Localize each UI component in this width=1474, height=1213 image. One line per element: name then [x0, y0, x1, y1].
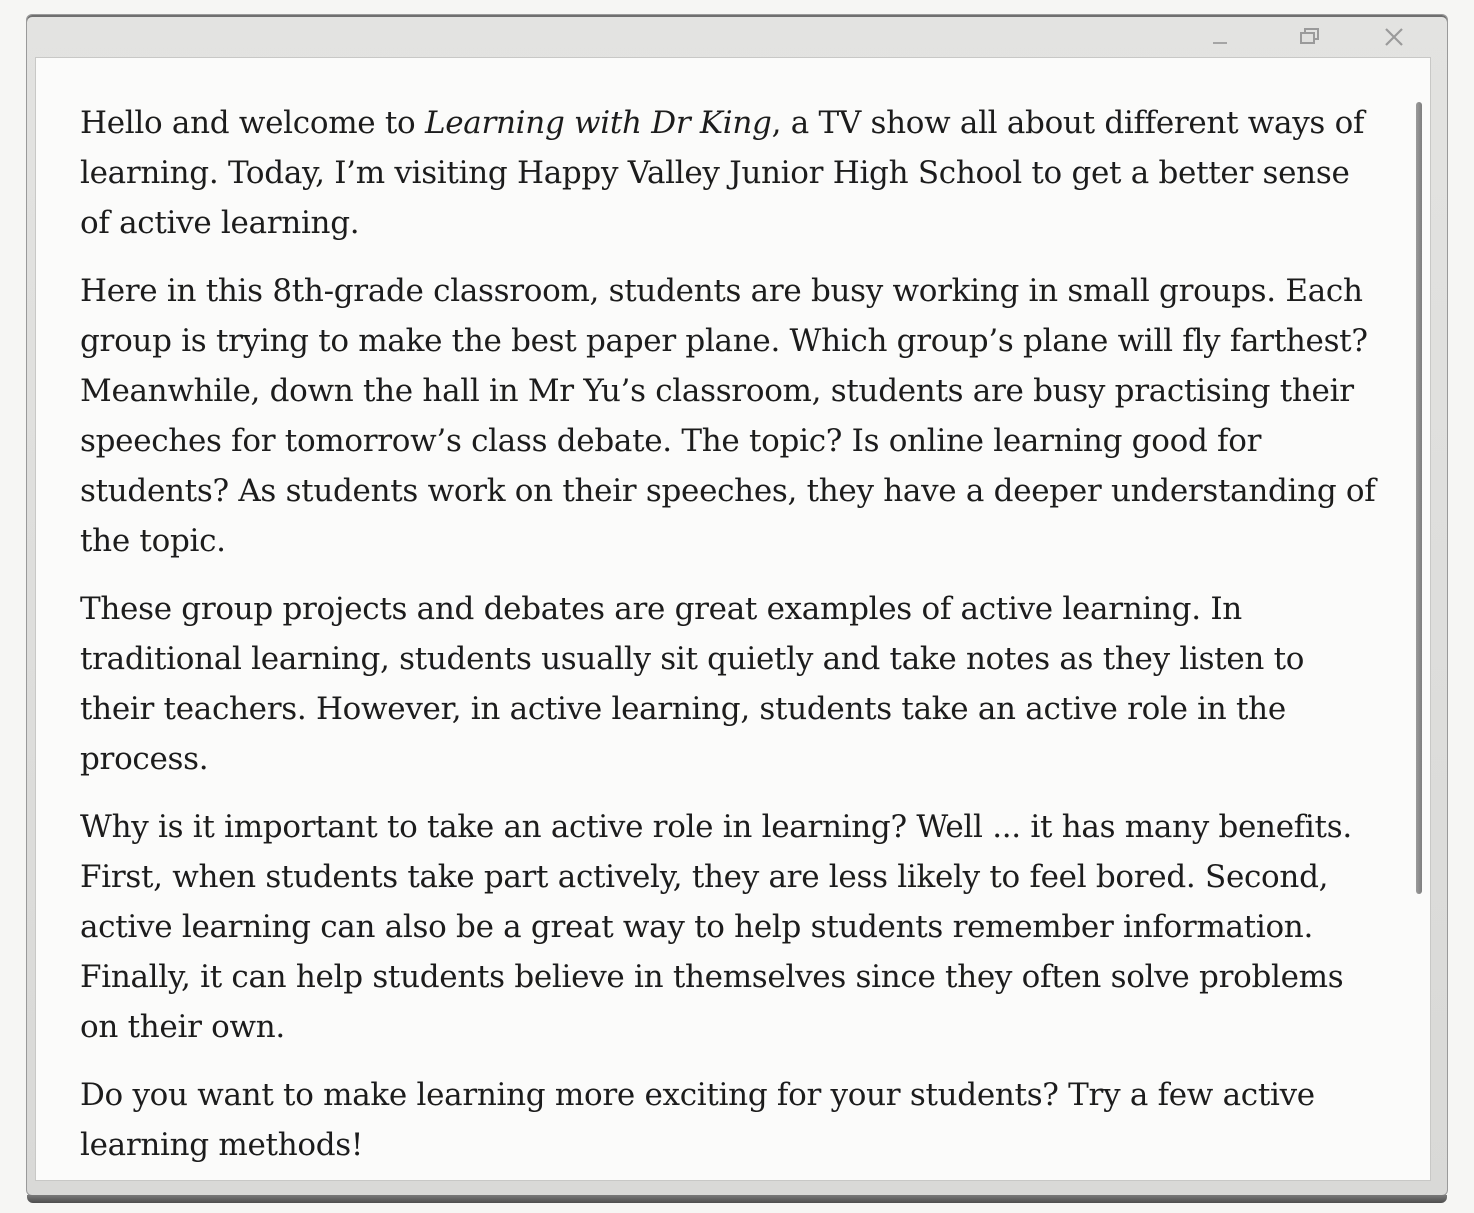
- minimize-button[interactable]: [1203, 23, 1237, 51]
- intro-text-start: Hello and welcome to: [80, 105, 425, 141]
- paragraph-classroom: Here in this 8th-grade classroom, students are busy working in small groups. Each group is trying to make the best paper plane. Which group’s plane will fly farthest? Meanwhile, down the hall in Mr Yu’s classroom, students are busy practising their speeches for tomorrow’s class debate. The topic? Is online learning good for students? As students work on their speeches, they have a deeper understanding of the topic.: [80, 273, 1376, 559]
- paragraph-benefits: Why is it important to take an active role in learning? Well ... it has many benefits. First, when students take part actively, they are less likely to feel bored. Second, active learning can also be a great way to help students remember information. Finally, it can help students believe in themselves since they often solve problems on their own.: [80, 809, 1352, 1045]
- restore-icon: [1298, 27, 1322, 47]
- close-button[interactable]: [1377, 23, 1411, 51]
- paragraph-conclusion: Do you want to make learning more exciting for your students? Try a few active learning methods!: [80, 1077, 1315, 1163]
- paragraph-examples: These group projects and debates are great examples of active learning. In traditional learning, students usually sit quietly and take notes as they listen to their teachers. However, in active learning, students take an active role in the process.: [80, 591, 1305, 777]
- document-content-area: [35, 57, 1431, 1181]
- show-title: Learning with Dr King: [424, 105, 772, 141]
- paragraph-intro: [80, 98, 1380, 248]
- minimize-icon: [1213, 42, 1227, 44]
- restore-button[interactable]: [1293, 23, 1327, 51]
- vertical-scrollbar[interactable]: [1414, 102, 1424, 894]
- close-icon: [1383, 26, 1405, 48]
- article-text: [80, 98, 1380, 1181]
- app-window: [26, 14, 1448, 1196]
- intro-text-end: , a TV show all about different ways of learning. Today, I’m visiting Happy Valley Junior High School to get a better sense of active learning.: [80, 105, 1365, 241]
- scrollbar-thumb[interactable]: [1416, 102, 1422, 894]
- title-bar: [27, 15, 1447, 61]
